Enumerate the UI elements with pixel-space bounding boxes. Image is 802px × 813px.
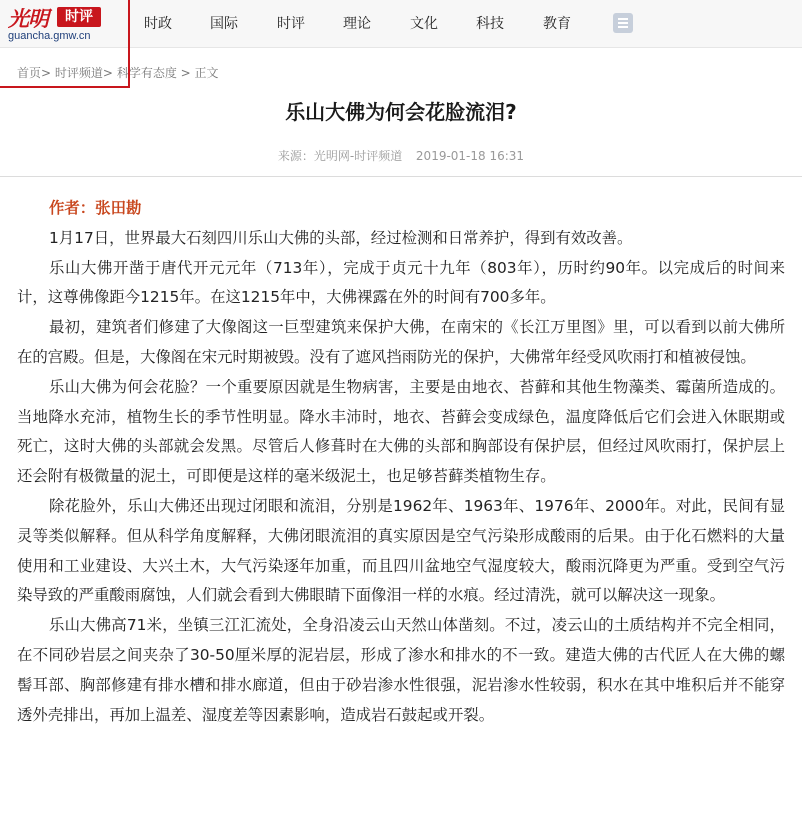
article-paragraph: 1月17日，世界最大石刻四川乐山大佛的头部，经过检测和日常养护，得到有效改善。: [49, 228, 633, 247]
breadcrumb: 首页> 时评频道> 科学有态度 > 正文: [17, 66, 219, 80]
article-date: 2019-01-18 16:31: [415, 149, 525, 163]
nav-item-education[interactable]: 教育: [543, 16, 571, 32]
breadcrumb-section[interactable]: 科学有态度: [116, 66, 177, 80]
nav-item-culture[interactable]: 文化: [410, 16, 438, 32]
nav-item-politics[interactable]: 时政: [144, 16, 172, 32]
menu-icon[interactable]: [613, 13, 633, 33]
article-paragraph: 乐山大佛为何会花脸？一个重要原因就是生物病害，主要是由地衣、苔藓和其他生物藻类、霉菌所造成的。当地降水充沛，植物生长的季节性明显。降水丰沛时，地衣、苔藓会变成绿色，温度降低后它们会进入休眠期或死亡，这时大佛的头部就会发黑。尽管后人修葺时在大佛的头部和胸部设有保护层，但经过风吹雨打，保护层上还会附有极微量的泥土，可即便是这样的毫米级泥土，也足够苔藓类植物生存。: [17, 377, 785, 486]
article-paragraph: 最初，建筑者们修建了大像阁这一巨型建筑来保护大佛，在南宋的《长江万里图》里，可以看到以前大佛所在的宫殿。但是，大像阁在宋元时期被毁。没有了遮风挡雨防光的保护，大佛常年经受风吹雨打和植被侵蚀。: [17, 318, 785, 366]
article-meta: [0, 147, 802, 164]
logo-badge: 时评: [57, 7, 101, 27]
article-source[interactable]: 来源：光明网-时评频道: [277, 149, 403, 163]
logo-url: guancha.gmw.cn: [8, 30, 91, 42]
nav-item-international[interactable]: 国际: [210, 16, 238, 32]
breadcrumb-current: 正文: [194, 66, 219, 80]
nav-item-theory[interactable]: 理论: [343, 16, 371, 32]
article-paragraph: 乐山大佛开凿于唐代开元元年（713年），完成于贞元十九年（803年），历时约90年。以完成后的时间来计，这尊佛像距今1215年。在这1215年中，大佛裸露在外的时间有700多年。: [17, 258, 785, 307]
logo-icon: 光明: [8, 6, 48, 31]
article-author: 作者：张田勘: [49, 199, 142, 217]
divider: [0, 176, 802, 177]
site-logo[interactable]: [0, 0, 130, 88]
article-paragraph: 乐山大佛高71米，坐镇三江汇流处，全身沿凌云山天然山体凿刻。不过，凌云山的土质结构并不完全相同，在不同砂岩层之间夹杂了30-50厘米厚的泥岩层，形成了渗水和排水的不一致。建造大佛的古代匠人在大佛的螺髻耳部、胸部修建有排水槽和排水廊道，但由于砂岩渗水性很强，泥岩渗水性较弱，积水在其中堆积后并不能穿透外壳排出，再加上温差、湿度差等因素影响，造成岩石鼓起或开裂。: [17, 616, 785, 724]
nav-item-commentary[interactable]: 时评: [277, 16, 305, 32]
article-paragraph: 除花脸外，乐山大佛还出现过闭眼和流泪，分别是1962年、1963年、1976年、2000年。对此，民间有显灵等类似解释。但从科学角度解释，大佛闭眼流泪的真实原因是空气污染形成酸雨的后果。由于化石燃料的大量使用和工业建设、大兴土木，大气污染逐年加重，而且四川盆地空气湿度较大，酸雨沉降更为严重。受到空气污染导致的严重酸雨腐蚀，人们就会看到大佛眼睛下面像泪一样的水痕。经过清洗，就可以解决这一现象。: [17, 496, 785, 605]
article-body: [17, 194, 785, 730]
nav-item-technology[interactable]: 科技: [476, 16, 504, 32]
breadcrumb-home[interactable]: 首页: [17, 66, 42, 80]
article-title: 乐山大佛为何会花脸流泪?: [285, 100, 517, 124]
breadcrumb-channel[interactable]: 时评频道: [54, 66, 103, 80]
